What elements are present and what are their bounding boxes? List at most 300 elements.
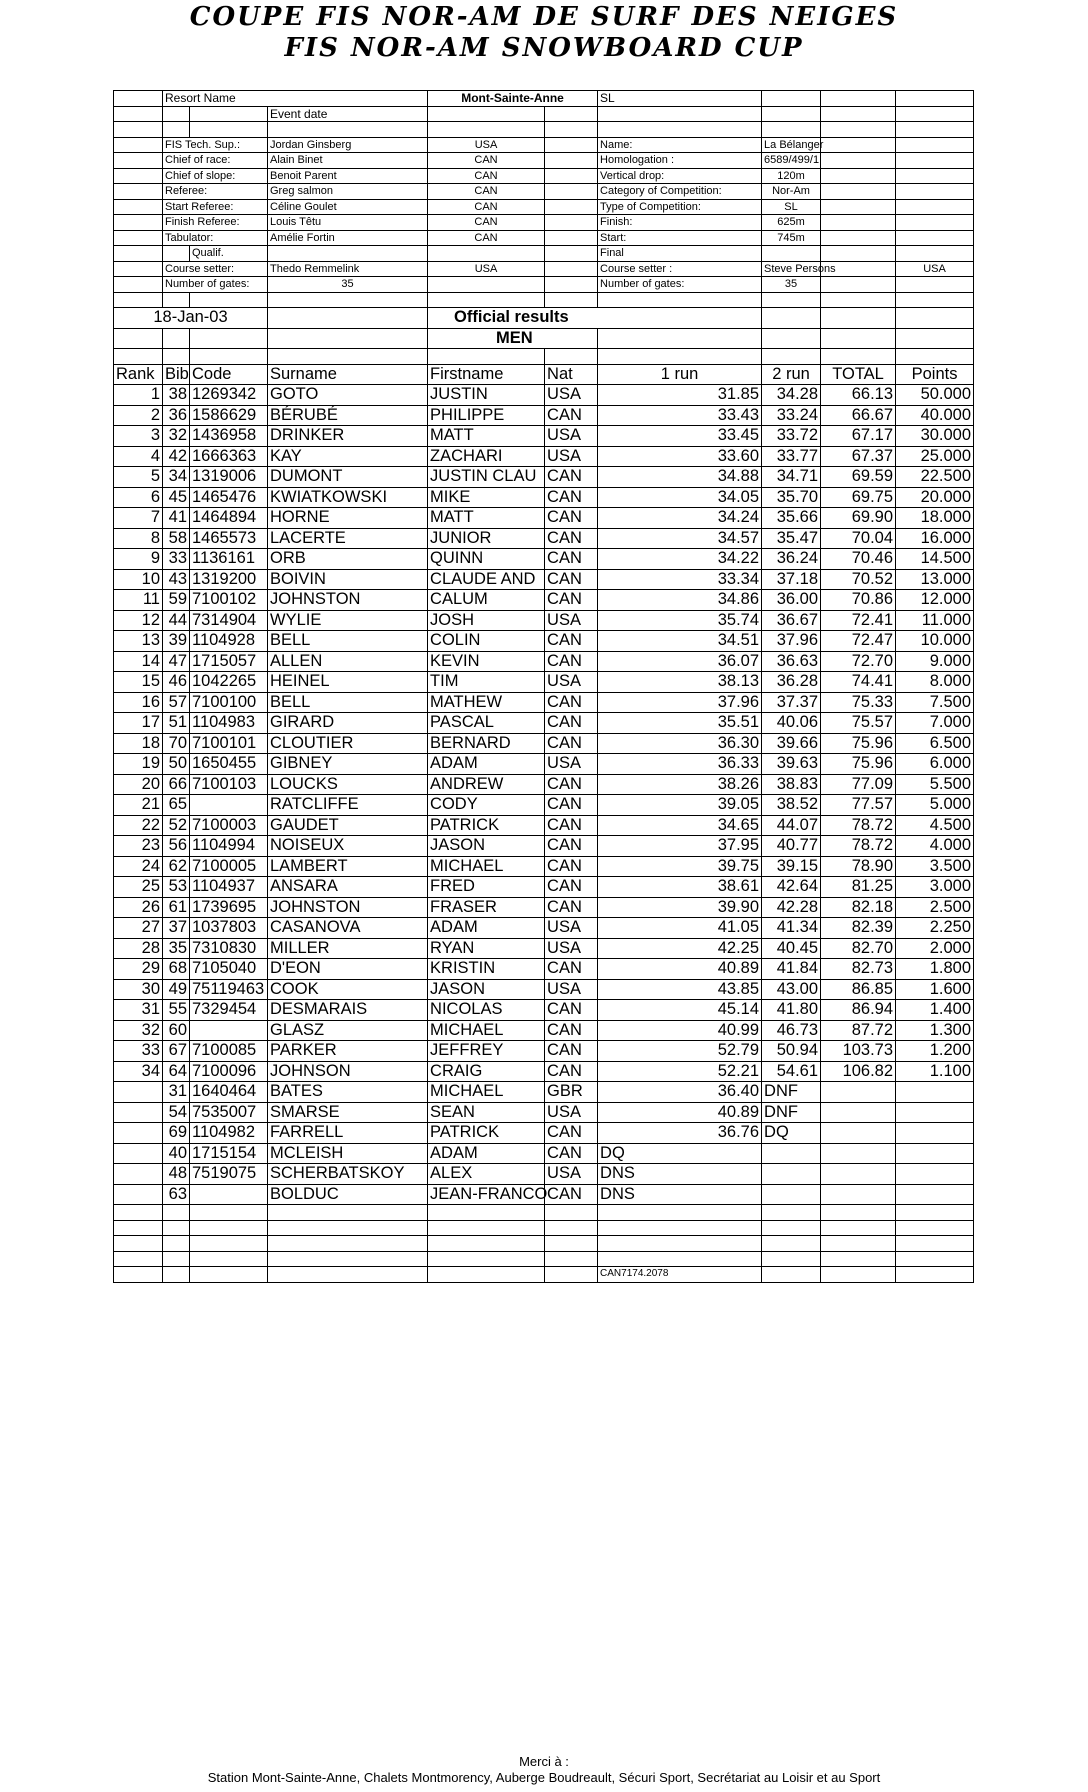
- firstname: TIM: [428, 672, 545, 693]
- cup-title-en: FIS NOR-AM SNOWBOARD CUP: [284, 33, 804, 63]
- bib: 57: [163, 692, 190, 713]
- rank: 7: [114, 508, 163, 529]
- firstname: PATRICK: [428, 815, 545, 836]
- run2-time: 41.84: [762, 959, 821, 980]
- result-row: [114, 631, 974, 652]
- run1-time: 36.30: [598, 733, 762, 754]
- bib: 64: [163, 1061, 190, 1082]
- col-code: Code: [190, 364, 268, 385]
- course-setter-nat-2: USA: [896, 261, 974, 277]
- rank: 3: [114, 426, 163, 447]
- surname: MILLER: [268, 938, 428, 959]
- run1-time: 34.24: [598, 508, 762, 529]
- nation: CAN: [545, 815, 598, 836]
- total-time: [821, 1123, 896, 1144]
- firstname: MATT: [428, 508, 545, 529]
- surname: JOHNSTON: [268, 590, 428, 611]
- rank: [114, 1082, 163, 1103]
- run2-time: 36.67: [762, 610, 821, 631]
- col-bib: Bib: [163, 364, 190, 385]
- total-time: 77.57: [821, 795, 896, 816]
- result-row: [114, 1102, 974, 1123]
- firstname: JASON: [428, 836, 545, 857]
- bib: 42: [163, 446, 190, 467]
- points: 1.200: [896, 1041, 974, 1062]
- run2-time: 54.61: [762, 1061, 821, 1082]
- run2-time: 42.28: [762, 897, 821, 918]
- firstname: FRASER: [428, 897, 545, 918]
- fis-code: 1042265: [190, 672, 268, 693]
- result-row: [114, 426, 974, 447]
- nation: CAN: [545, 467, 598, 488]
- result-row: [114, 1020, 974, 1041]
- firstname: JUNIOR: [428, 528, 545, 549]
- official-results-heading: Official results: [428, 308, 762, 329]
- rank: 20: [114, 774, 163, 795]
- surname: LOUCKS: [268, 774, 428, 795]
- official-role: Referee:: [163, 184, 268, 200]
- points: 30.000: [896, 426, 974, 447]
- points: 7.000: [896, 713, 974, 734]
- result-row: [114, 815, 974, 836]
- nation: CAN: [545, 774, 598, 795]
- result-row: [114, 610, 974, 631]
- rank: 29: [114, 959, 163, 980]
- rank: 4: [114, 446, 163, 467]
- run1-time: 31.85: [598, 385, 762, 406]
- run2-time: 36.24: [762, 549, 821, 570]
- run1-time: 52.79: [598, 1041, 762, 1062]
- nation: CAN: [545, 836, 598, 857]
- nation: USA: [545, 426, 598, 447]
- firstname: BERNARD: [428, 733, 545, 754]
- firstname: MICHAEL: [428, 1082, 545, 1103]
- rank: [114, 1123, 163, 1144]
- points: 3.500: [896, 856, 974, 877]
- nation: CAN: [545, 590, 598, 611]
- run1-time: 39.05: [598, 795, 762, 816]
- bib: 49: [163, 979, 190, 1000]
- total-time: 106.82: [821, 1061, 896, 1082]
- rank: 26: [114, 897, 163, 918]
- total-time: 69.75: [821, 487, 896, 508]
- bib: 60: [163, 1020, 190, 1041]
- result-row: [114, 754, 974, 775]
- official-name: Greg salmon: [268, 184, 428, 200]
- run1-time: 40.89: [598, 1102, 762, 1123]
- firstname: FRED: [428, 877, 545, 898]
- run2-time: [762, 1164, 821, 1185]
- nation: CAN: [545, 1123, 598, 1144]
- total-time: 72.47: [821, 631, 896, 652]
- surname: LAMBERT: [268, 856, 428, 877]
- run1-time: 33.45: [598, 426, 762, 447]
- fis-code: [190, 795, 268, 816]
- course-info-value: La Bélanger: [762, 137, 821, 153]
- points: 2.250: [896, 918, 974, 939]
- fis-code: 1104928: [190, 631, 268, 652]
- bib: 34: [163, 467, 190, 488]
- total-time: 103.73: [821, 1041, 896, 1062]
- fis-code: 7314904: [190, 610, 268, 631]
- nation: CAN: [545, 713, 598, 734]
- official-nat: CAN: [428, 215, 545, 231]
- firstname: QUINN: [428, 549, 545, 570]
- official-name: Amélie Fortin: [268, 230, 428, 246]
- run2-time: DNF: [762, 1102, 821, 1123]
- run2-time: 37.37: [762, 692, 821, 713]
- result-row: [114, 590, 974, 611]
- official-nat: CAN: [428, 184, 545, 200]
- total-time: 86.94: [821, 1000, 896, 1021]
- resort-label: Resort Name: [163, 91, 428, 107]
- run2-time: 37.96: [762, 631, 821, 652]
- official-role: Tabulator:: [163, 230, 268, 246]
- bib: 41: [163, 508, 190, 529]
- run1-time: 40.89: [598, 959, 762, 980]
- total-time: 70.86: [821, 590, 896, 611]
- run1-time: 38.26: [598, 774, 762, 795]
- bib: 65: [163, 795, 190, 816]
- official-name: Alain Binet: [268, 153, 428, 169]
- run1-time: 39.90: [598, 897, 762, 918]
- nation: GBR: [545, 1082, 598, 1103]
- surname: KAY: [268, 446, 428, 467]
- surname: GLASZ: [268, 1020, 428, 1041]
- run1-time: 34.57: [598, 528, 762, 549]
- surname: WYLIE: [268, 610, 428, 631]
- rank: 23: [114, 836, 163, 857]
- rank: 16: [114, 692, 163, 713]
- total-time: 75.96: [821, 733, 896, 754]
- run1-time: DNS: [598, 1164, 762, 1185]
- run2-time: 40.06: [762, 713, 821, 734]
- official-nat: CAN: [428, 153, 545, 169]
- total-time: 66.67: [821, 405, 896, 426]
- nation: CAN: [545, 897, 598, 918]
- run2-time: 34.71: [762, 467, 821, 488]
- fis-code: 7100100: [190, 692, 268, 713]
- firstname: NICOLAS: [428, 1000, 545, 1021]
- run2-time: DNF: [762, 1082, 821, 1103]
- col-nat: Nat: [545, 364, 598, 385]
- run1-time: 45.14: [598, 1000, 762, 1021]
- total-time: 82.39: [821, 918, 896, 939]
- points: 50.000: [896, 385, 974, 406]
- bib: 53: [163, 877, 190, 898]
- points: 6.000: [896, 754, 974, 775]
- points: [896, 1123, 974, 1144]
- surname: SMARSE: [268, 1102, 428, 1123]
- bib: 33: [163, 549, 190, 570]
- nation: CAN: [545, 528, 598, 549]
- nation: USA: [545, 672, 598, 693]
- result-row: [114, 487, 974, 508]
- official-name: Louis Têtu: [268, 215, 428, 231]
- result-row: [114, 1184, 974, 1205]
- result-row: [114, 651, 974, 672]
- bib: 32: [163, 426, 190, 447]
- points: 10.000: [896, 631, 974, 652]
- bib: 61: [163, 897, 190, 918]
- surname: BATES: [268, 1082, 428, 1103]
- total-time: 75.57: [821, 713, 896, 734]
- bib: 44: [163, 610, 190, 631]
- firstname: MIKE: [428, 487, 545, 508]
- total-time: [821, 1184, 896, 1205]
- official-nat: CAN: [428, 168, 545, 184]
- nation: USA: [545, 938, 598, 959]
- col-run1: 1 run: [598, 364, 762, 385]
- surname: BELL: [268, 692, 428, 713]
- rank: 21: [114, 795, 163, 816]
- rank: 32: [114, 1020, 163, 1041]
- nation: CAN: [545, 795, 598, 816]
- points: 9.000: [896, 651, 974, 672]
- result-row: [114, 938, 974, 959]
- firstname: PHILIPPE: [428, 405, 545, 426]
- nation: CAN: [545, 651, 598, 672]
- category-heading: MEN: [428, 328, 598, 349]
- surname: ALLEN: [268, 651, 428, 672]
- fis-code: 7100005: [190, 856, 268, 877]
- bib: 66: [163, 774, 190, 795]
- firstname: RYAN: [428, 938, 545, 959]
- surname: NOISEUX: [268, 836, 428, 857]
- nation: CAN: [545, 508, 598, 529]
- run2-time: 36.00: [762, 590, 821, 611]
- run1-time: 34.22: [598, 549, 762, 570]
- surname: PARKER: [268, 1041, 428, 1062]
- points: 1.400: [896, 1000, 974, 1021]
- points: 2.000: [896, 938, 974, 959]
- nation: CAN: [545, 1143, 598, 1164]
- fis-code: 1465476: [190, 487, 268, 508]
- points: 14.500: [896, 549, 974, 570]
- total-time: 70.52: [821, 569, 896, 590]
- firstname: ADAM: [428, 1143, 545, 1164]
- points: 11.000: [896, 610, 974, 631]
- course-info-value: 745m: [762, 230, 821, 246]
- rank: 28: [114, 938, 163, 959]
- firstname: ZACHARI: [428, 446, 545, 467]
- points: 20.000: [896, 487, 974, 508]
- run1-time: 36.40: [598, 1082, 762, 1103]
- qualif-label: Qualif.: [190, 246, 268, 262]
- fis-code: 1104982: [190, 1123, 268, 1144]
- run1-time: 33.43: [598, 405, 762, 426]
- firstname: JEAN-FRANCO: [428, 1184, 545, 1205]
- fis-code: [190, 1184, 268, 1205]
- points: 1.800: [896, 959, 974, 980]
- surname: RATCLIFFE: [268, 795, 428, 816]
- total-time: [821, 1102, 896, 1123]
- points: 40.000: [896, 405, 974, 426]
- col-surname: Surname: [268, 364, 428, 385]
- points: 2.500: [896, 897, 974, 918]
- firstname: MATHEW: [428, 692, 545, 713]
- points: 16.000: [896, 528, 974, 549]
- nation: CAN: [545, 877, 598, 898]
- result-row: [114, 1082, 974, 1103]
- run2-time: 42.64: [762, 877, 821, 898]
- bib: 47: [163, 651, 190, 672]
- points: 3.000: [896, 877, 974, 898]
- surname: SCHERBATSKOY: [268, 1164, 428, 1185]
- run2-time: 50.94: [762, 1041, 821, 1062]
- nation: CAN: [545, 1041, 598, 1062]
- surname: FARRELL: [268, 1123, 428, 1144]
- points: 5.500: [896, 774, 974, 795]
- result-row: [114, 733, 974, 754]
- rank: 34: [114, 1061, 163, 1082]
- result-row: [114, 385, 974, 406]
- run2-time: 44.07: [762, 815, 821, 836]
- fis-code: 1104937: [190, 877, 268, 898]
- rank: 9: [114, 549, 163, 570]
- rank: 18: [114, 733, 163, 754]
- points: 1.300: [896, 1020, 974, 1041]
- rank: [114, 1143, 163, 1164]
- total-time: 82.70: [821, 938, 896, 959]
- course-info-value: 625m: [762, 215, 821, 231]
- bib: 54: [163, 1102, 190, 1123]
- bib: 37: [163, 918, 190, 939]
- event-date: 18-Jan-03: [114, 308, 268, 329]
- rank: 24: [114, 856, 163, 877]
- course-setter-label-2: Course setter :: [598, 261, 762, 277]
- total-time: [821, 1143, 896, 1164]
- official-name: Benoit Parent: [268, 168, 428, 184]
- nation: USA: [545, 610, 598, 631]
- points: 6.500: [896, 733, 974, 754]
- surname: BOIVIN: [268, 569, 428, 590]
- nation: USA: [545, 446, 598, 467]
- bib: 55: [163, 1000, 190, 1021]
- fis-code: 7100103: [190, 774, 268, 795]
- rank: 27: [114, 918, 163, 939]
- bib: 45: [163, 487, 190, 508]
- bib: 67: [163, 1041, 190, 1062]
- run2-time: 38.83: [762, 774, 821, 795]
- run1-time: 38.13: [598, 672, 762, 693]
- run2-time: 33.72: [762, 426, 821, 447]
- firstname: ADAM: [428, 754, 545, 775]
- surname: GOTO: [268, 385, 428, 406]
- fis-code: 1269342: [190, 385, 268, 406]
- official-nat: USA: [428, 137, 545, 153]
- run2-time: 39.15: [762, 856, 821, 877]
- run1-time: 52.21: [598, 1061, 762, 1082]
- run1-time: 41.05: [598, 918, 762, 939]
- fis-code: [190, 1020, 268, 1041]
- nation: CAN: [545, 549, 598, 570]
- fis-code: 7310830: [190, 938, 268, 959]
- run2-time: 40.45: [762, 938, 821, 959]
- total-time: 69.90: [821, 508, 896, 529]
- total-time: 81.25: [821, 877, 896, 898]
- total-time: 66.13: [821, 385, 896, 406]
- surname: KWIATKOWSKI: [268, 487, 428, 508]
- results-sheet: [113, 90, 974, 1283]
- run1-time: 35.74: [598, 610, 762, 631]
- rank: 25: [114, 877, 163, 898]
- total-time: 75.96: [821, 754, 896, 775]
- course-info-value: Nor-Am: [762, 184, 821, 200]
- run1-time: 35.51: [598, 713, 762, 734]
- rank: 30: [114, 979, 163, 1000]
- run1-time: 33.34: [598, 569, 762, 590]
- fis-code: 1666363: [190, 446, 268, 467]
- total-time: 82.73: [821, 959, 896, 980]
- total-time: 72.41: [821, 610, 896, 631]
- course-info-label: Type of Competition:: [598, 199, 762, 215]
- total-time: 72.70: [821, 651, 896, 672]
- rank: 8: [114, 528, 163, 549]
- fis-code: 1640464: [190, 1082, 268, 1103]
- official-role: Start Referee:: [163, 199, 268, 215]
- nation: USA: [545, 1102, 598, 1123]
- firstname: ANDREW: [428, 774, 545, 795]
- bib: 68: [163, 959, 190, 980]
- surname: ANSARA: [268, 877, 428, 898]
- result-row: [114, 774, 974, 795]
- result-row: [114, 1143, 974, 1164]
- total-time: 78.72: [821, 836, 896, 857]
- result-row: [114, 528, 974, 549]
- points: [896, 1082, 974, 1103]
- run2-time: 35.66: [762, 508, 821, 529]
- rank: 1: [114, 385, 163, 406]
- surname: JOHNSTON: [268, 897, 428, 918]
- course-info-label: Category of Competition:: [598, 184, 762, 200]
- resort-name: Mont-Sainte-Anne: [428, 91, 598, 107]
- result-row: [114, 549, 974, 570]
- bib: 38: [163, 385, 190, 406]
- run2-time: 40.77: [762, 836, 821, 857]
- firstname: CLAUDE AND: [428, 569, 545, 590]
- points: 7.500: [896, 692, 974, 713]
- total-time: 86.85: [821, 979, 896, 1000]
- run1-time: 42.25: [598, 938, 762, 959]
- run2-time: 37.18: [762, 569, 821, 590]
- run1-time: 43.85: [598, 979, 762, 1000]
- nation: USA: [545, 979, 598, 1000]
- firstname: JUSTIN: [428, 385, 545, 406]
- firstname: PATRICK: [428, 1123, 545, 1144]
- result-row: [114, 569, 974, 590]
- col-firstname: Firstname: [428, 364, 545, 385]
- course-setter-label: Course setter:: [163, 261, 268, 277]
- course-info-label: Homologation :: [598, 153, 762, 169]
- nation: USA: [545, 754, 598, 775]
- gates-value: 35: [268, 277, 428, 293]
- surname: D'EON: [268, 959, 428, 980]
- event-date-label: Event date: [268, 106, 428, 122]
- rank: 2: [114, 405, 163, 426]
- surname: BELL: [268, 631, 428, 652]
- nation: CAN: [545, 733, 598, 754]
- points: 18.000: [896, 508, 974, 529]
- run2-time: 36.28: [762, 672, 821, 693]
- nation: CAN: [545, 1061, 598, 1082]
- run2-time: 36.63: [762, 651, 821, 672]
- result-row: [114, 979, 974, 1000]
- run2-time: 38.52: [762, 795, 821, 816]
- run1-time: 36.76: [598, 1123, 762, 1144]
- course-setter-nat: USA: [428, 261, 545, 277]
- bib: 70: [163, 733, 190, 754]
